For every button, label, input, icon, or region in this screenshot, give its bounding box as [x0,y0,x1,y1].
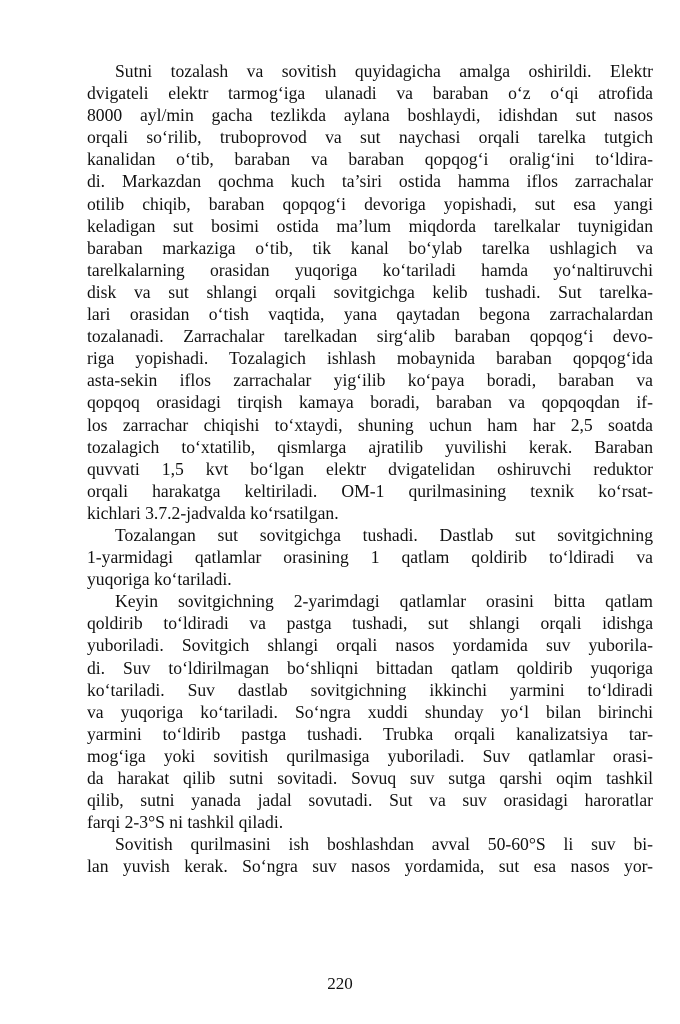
text-line: Tozalangan sut sovitgichga tushadi. Dastlab sut sovitgichning [115,524,653,545]
text-line: tozalanadi. Zarrachalar tarelkadan sirg‘alib baraban qopqog‘i devo- [87,326,653,347]
body-text [87,60,653,877]
text-line: 1-yarmidagi qatlamlar orasining 1 qatlam qoldirib to‘ldiradi va [87,547,653,568]
text-line: los zarrachar chiqishi to‘xtaydi, shuning uchun ham har 2,5 soatda [87,414,653,435]
text-line: di. Markazdan qochma kuch ta’siri ostida hamma iflos zarrachalar [87,171,653,192]
text-line: da harakat qilib sutni sovitadi. Sovuq suv sutga qarshi oqim tashkil [87,768,653,788]
text-line: tozalagich to‘xtatilib, qismlarga ajratilib yuvilishi kerak. Baraban [87,436,653,457]
text-line: farqi 2-3°S ni tashkil qiladi. [87,812,284,833]
text-line: va yuqoriga ko‘tariladi. So‘ngra xuddi shunday yo‘l bilan birinchi [87,701,653,722]
text-line: tarelkalarning orasidan yuqoriga ko‘tariladi hamda yo‘naltiruvchi [87,259,653,280]
text-line: lan yuvish kerak. So‘ngra suv nasos yordamida, sut esa nasos yor- [87,856,653,877]
text-line: Sovitish qurilmasini ish boshlashdan avval 50-60°S li suv bi- [115,834,653,855]
text-line: asta-sekin iflos zarrachalar yig‘ilib ko‘paya boradi, baraban va [87,370,653,391]
text-line: di. Suv to‘ldirilmagan bo‘shliqni bittadan qatlam qoldirib yuqoriga [87,657,653,678]
text-line: kichlari 3.7.2-jadvalda ko‘rsatilgan. [87,502,339,523]
text-line: orqali so‘rilib, truboprovod va sut naychasi orqali tarelka tutgich [87,127,653,148]
text-line: mog‘iga yoki sovitish qurilmasiga yuboriladi. Suv qatlamlar orasi- [87,745,653,766]
text-line: quvvati 1,5 kvt bo‘lgan elektr dvigatelidan oshiruvchi reduktor [87,458,653,479]
text-line: otilib chiqib, baraban qopqog‘i devoriga yopishadi, sut esa yangi [87,193,653,214]
text-line: qopqoq orasidagi tirqish kamaya boradi, baraban va qopqoqdan if- [87,392,653,413]
text-line: Sutni tozalash va sovitish quyidagicha amalga oshirildi. Elektr [115,61,653,81]
text-line: lari orasidan o‘tish vaqtida, yana qaytadan begona zarrachalardan [87,304,653,325]
text-line: keladigan sut bosimi ostida ma’lum miqdorda tarelkalar tuynigidan [87,215,653,236]
text-line: Keyin sovitgichning 2-yarimdagi qatlamlar orasini bitta qatlam [115,591,653,612]
text-line: ko‘tariladi. Suv dastlab sovitgichning ikkinchi yarmini to‘ldiradi [87,679,653,700]
text-line: riga yopishadi. Tozalagich ishlash mobaynida baraban qopqog‘ida [87,348,653,369]
text-line: kanalidan o‘tib, baraban va baraban qopqog‘i oralig‘ini to‘ldira- [87,149,653,170]
text-line: dvigateli elektr tarmog‘iga ulanadi va baraban o‘z o‘qi atrofida [87,83,653,104]
page-number: 220 [327,974,353,993]
text-line: disk va sut shlangi orqali sovitgichga kelib tushadi. Sut tarelka- [87,281,653,302]
text-line: qoldirib to‘ldiradi va pastga tushadi, sut shlangi orqali idishga [87,613,653,634]
text-line: yuqoriga ko‘tariladi. [87,569,232,590]
text-line: yuboriladi. Sovitgich shlangi orqali nasos yordamida suv yuborila- [87,635,653,656]
text-line: orqali harakatga keltiriladi. OM-1 qurilmasining texnik ko‘rsat- [87,480,653,501]
text-line: qilib, sutni yanada jadal sovutadi. Sut va suv orasidagi haroratlar [87,790,653,811]
text-line: baraban markaziga o‘tib, tik kanal bo‘ylab tarelka ushlagich va [87,237,653,258]
text-line: 8000 ayl/min gacha tezlikda aylana boshlaydi, idishdan sut nasos [87,105,653,126]
text-line: yarmini to‘ldirib pastga tushadi. Trubka orqali kanalizatsiya tar- [87,723,653,744]
